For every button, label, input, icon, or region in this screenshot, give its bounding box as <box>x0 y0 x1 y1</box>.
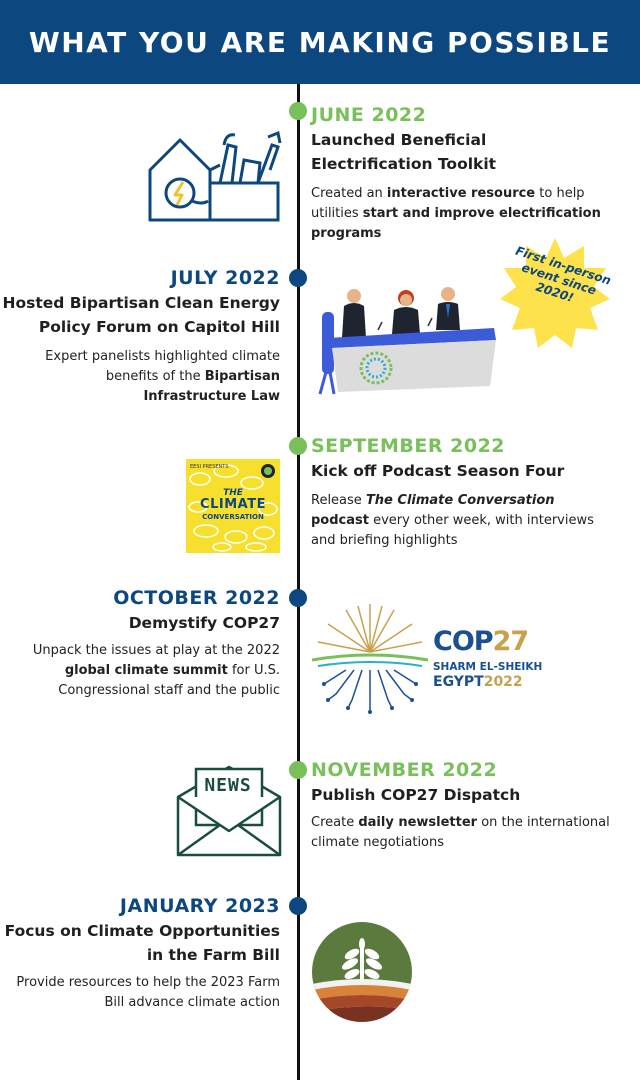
entry-date: JULY 2022 <box>170 267 280 289</box>
timeline-entry-november-2022 <box>311 758 611 853</box>
news-label: NEWS <box>204 775 252 796</box>
timeline-dot-october-2022 <box>289 589 307 607</box>
timeline-entry-october-2022 <box>0 586 280 701</box>
entry-description: Expert panelists highlighted climate benefits of the Bipartisan Infrastructure Law <box>45 349 280 404</box>
timeline-dot-january-2023 <box>289 897 307 915</box>
badge-text: First in-person event since 2020! <box>513 243 613 305</box>
entry-title: Hosted Bipartisan Clean Energy Policy Forum on Capitol Hill <box>2 294 280 336</box>
page-title: WHAT YOU ARE MAKING POSSIBLE <box>28 25 612 59</box>
cop27-logo-text: COP27 <box>433 626 529 657</box>
entry-description: Unpack the issues at play at the 2022 global climate summit for U.S. Congressional staff and the public <box>32 643 280 698</box>
timeline-entry-january-2023 <box>0 894 280 1013</box>
timeline-entry-july-2022 <box>0 266 280 407</box>
podcast-title-climate: CLIMATE <box>200 497 266 512</box>
cop27-country-year: EGYPT2022 <box>433 674 523 690</box>
entry-title: Demystify COP27 <box>128 614 280 632</box>
toolkit-house-icon <box>140 125 285 225</box>
timeline-dot-november-2022 <box>289 761 307 779</box>
timeline-dot-june-2022 <box>289 102 307 120</box>
cop27-sunburst-icon <box>312 600 430 718</box>
entry-date: NOVEMBER 2022 <box>311 759 498 781</box>
entry-title: Launched Beneficial Electrification Toolkit <box>311 131 497 173</box>
podcast-title-conversation: CONVERSATION <box>202 513 264 521</box>
entry-description: Created an interactive resource to help utilities start and improve electrification programs <box>311 186 601 241</box>
header-banner <box>0 0 640 84</box>
entry-description: Release The Climate Conversation podcast every other week, with interviews and briefing highlights <box>311 493 594 548</box>
entry-description: Provide resources to help the 2023 Farm Bill advance climate action <box>16 975 280 1010</box>
entry-title: Kick off Podcast Season Four <box>311 462 565 480</box>
timeline-entry-june-2022 <box>311 103 611 244</box>
farm-plant-logo <box>312 922 412 1022</box>
timeline-dot-july-2022 <box>289 269 307 287</box>
timeline-line <box>297 84 300 1080</box>
podcast-presenter: EESI PRESENTS <box>190 464 229 470</box>
cop27-location: SHARM EL-SHEIKH <box>433 661 543 673</box>
entry-date: JANUARY 2023 <box>119 895 280 917</box>
panel-forum-illustration <box>318 282 518 397</box>
entry-date: JUNE 2022 <box>311 104 427 126</box>
podcast-title-the: THE <box>223 488 243 498</box>
timeline-entry-september-2022 <box>311 434 611 551</box>
timeline-dot-september-2022 <box>289 437 307 455</box>
entry-description: Create daily newsletter on the international climate negotiations <box>311 815 610 850</box>
entry-title: Focus on Climate Opportunities in the Farm Bill <box>4 922 280 964</box>
entry-date: SEPTEMBER 2022 <box>311 435 506 457</box>
entry-date: OCTOBER 2022 <box>113 587 280 609</box>
entry-title: Publish COP27 Dispatch <box>311 786 521 804</box>
